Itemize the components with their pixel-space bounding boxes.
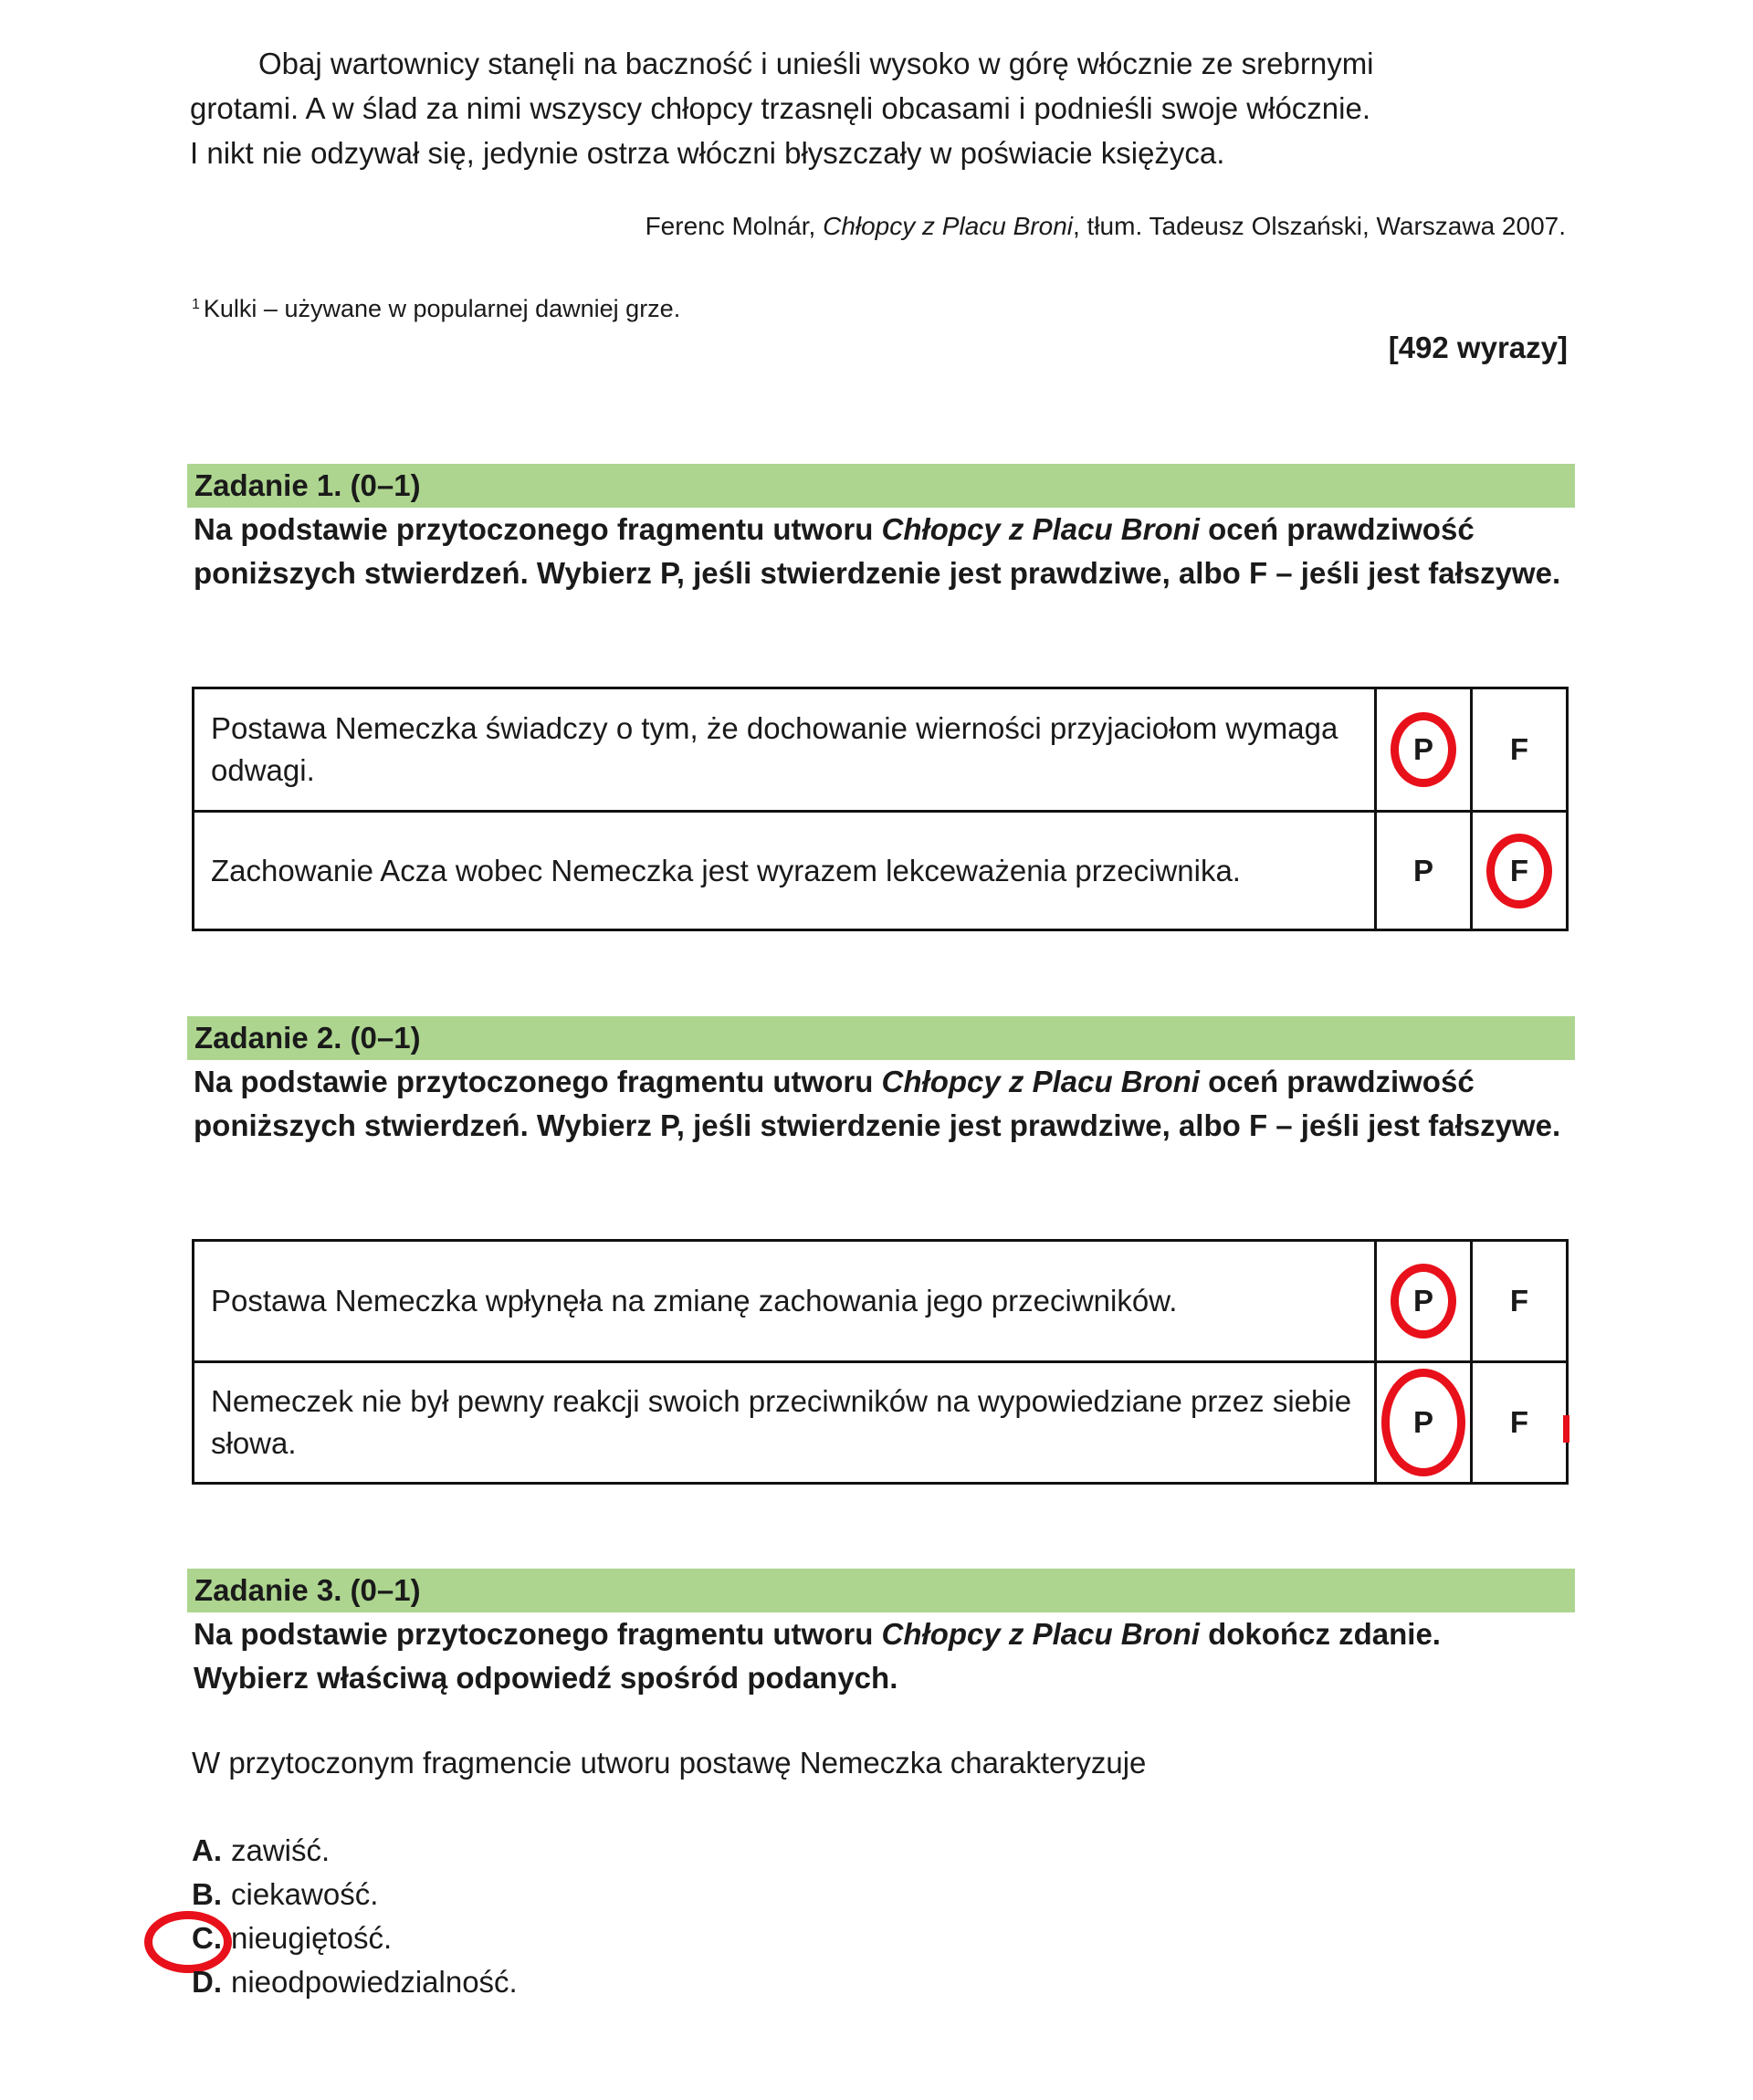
table-row xyxy=(194,1241,1568,1362)
passage-line-1: Obaj wartownicy stanęli na baczność i unieśli wysoko w górę włócznie ze srebrnymi xyxy=(258,47,1374,80)
task-3-instruction: Na podstawie przytoczonego fragmentu utworu Chłopcy z Placu Broni dokończ zdanie. Wybierz właściwą odpowiedź spośród podanych. xyxy=(194,1617,1441,1695)
answer-circle-mark xyxy=(1381,1369,1465,1476)
answer-circle-mark xyxy=(1391,712,1456,787)
option-f[interactable]: F xyxy=(1472,688,1568,812)
option-c[interactable]: C. nieugiętość. xyxy=(192,1916,518,1960)
task-1-instruction: Na podstawie przytoczonego fragmentu utworu Chłopcy z Placu Broni oceń prawdziwość poniższych stwierdzeń. Wybierz P, jeśli stwierdzenie jest prawdziwe, albo F – jeśli jest fałszywe. xyxy=(194,512,1561,590)
statement: Postawa Nemeczka świadczy o tym, że dochowanie wierności przyjaciołom wymaga odwagi. xyxy=(194,688,1376,812)
task-2-table xyxy=(192,1239,1569,1485)
table-row xyxy=(194,688,1568,812)
passage-line-3: I nikt nie odzywał się, jedynie ostrza włóczni błyszczały w poświacie księżyca. xyxy=(190,136,1225,170)
task-2-instruction: Na podstawie przytoczonego fragmentu utworu Chłopcy z Placu Broni oceń prawdziwość poniższych stwierdzeń. Wybierz P, jeśli stwierdzenie jest prawdziwe, albo F – jeśli jest fałszywe. xyxy=(194,1065,1561,1142)
footnote: $^1$ Kulki – używane w popularnej dawniej grze. xyxy=(192,295,681,322)
option-f[interactable]: F xyxy=(1472,1241,1568,1362)
task-1-table xyxy=(192,687,1569,931)
task-3-lead: W przytoczonym fragmencie utworu postawę Nemeczka charakteryzuje xyxy=(192,1746,1147,1780)
word-count: [492 wyrazy] xyxy=(1388,331,1568,364)
option-f[interactable]: F xyxy=(1472,812,1568,930)
passage-line-2: grotami. A w ślad za nimi wszyscy chłopcy trzasnęli obcasami i podnieśli swoje włócznie. xyxy=(190,91,1371,125)
option-p[interactable]: P xyxy=(1376,1241,1472,1362)
option-p[interactable]: P xyxy=(1376,688,1472,812)
table-row xyxy=(194,1362,1568,1484)
task-3-header: Zadanie 3. (0–1) xyxy=(187,1569,1575,1612)
table-row xyxy=(194,812,1568,930)
task-2-header: Zadanie 2. (0–1) xyxy=(187,1016,1575,1060)
option-d[interactable]: D. nieodpowiedzialność. xyxy=(192,1965,518,1999)
option-p[interactable]: P xyxy=(1376,1362,1472,1484)
statement: Nemeczek nie był pewny reakcji swoich przeciwników na wypowiedziane przez siebie słowa. xyxy=(194,1362,1376,1484)
option-a[interactable]: A. zawiść. xyxy=(192,1833,331,1867)
task-1-header: Zadanie 1. (0–1) xyxy=(187,464,1575,508)
source-citation: Ferenc Molnár, Chłopcy z Placu Broni, tłum. Tadeusz Olszański, Warszawa 2007. xyxy=(645,212,1566,240)
answer-circle-mark xyxy=(1391,1264,1456,1339)
statement: Zachowanie Acza wobec Nemeczka jest wyrazem lekceważenia przeciwnika. xyxy=(194,812,1376,930)
option-p[interactable]: P xyxy=(1376,812,1472,930)
option-f[interactable]: F xyxy=(1472,1362,1568,1484)
pen-stroke-mark xyxy=(1563,1415,1569,1443)
option-b[interactable]: B. ciekawość. xyxy=(192,1877,379,1911)
answer-options xyxy=(192,1829,518,2004)
statement: Postawa Nemeczka wpłynęła na zmianę zachowania jego przeciwników. xyxy=(194,1241,1376,1362)
answer-circle-mark xyxy=(1486,834,1552,908)
